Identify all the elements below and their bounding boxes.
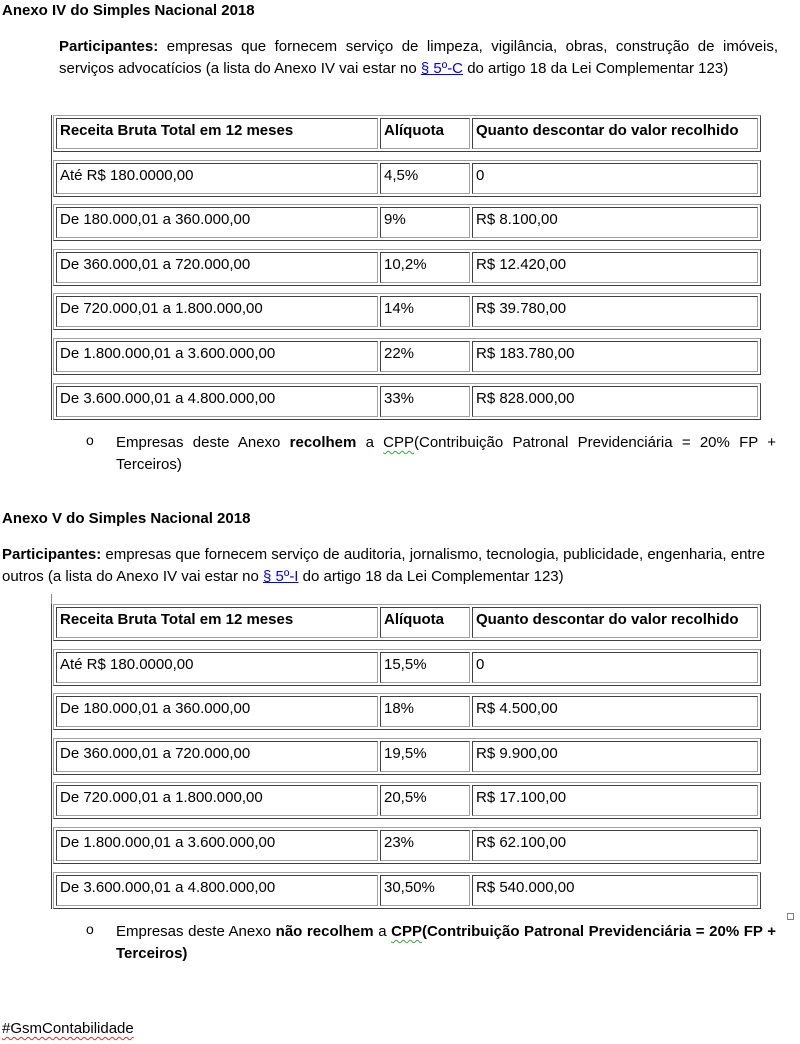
cell-revenue-range: De 1.800.000,01 a 3.600.000,00 xyxy=(56,830,378,861)
cell-deduction: R$ 62.100,00 xyxy=(472,830,758,861)
cell-deduction: R$ 4.500,00 xyxy=(472,696,758,727)
cell-rate: 19,5% xyxy=(380,741,470,772)
cell-revenue-range: Até R$ 180.0000,00 xyxy=(56,163,378,194)
column-header: Receita Bruta Total em 12 meses xyxy=(56,607,378,638)
cell-deduction: 0 xyxy=(472,163,758,194)
cell-rate: 23% xyxy=(380,830,470,861)
cell-revenue-range: De 720.000,01 a 1.800.000,00 xyxy=(56,785,378,816)
table-row xyxy=(53,249,761,286)
cell-revenue-range: De 360.000,01 a 720.000,00 xyxy=(56,252,378,283)
spellcheck-word: CPP xyxy=(391,923,422,940)
cell-deduction: R$ 9.900,00 xyxy=(472,741,758,772)
table-row xyxy=(53,383,761,420)
participants-text: empresas que fornecem serviço de auditoria, jornalismo, tecnologia, publicidade, engenharia, entre outros (a lista do Anexo IV vai estar no xyxy=(2,546,765,585)
note-text: Empresas deste Anexo recolhem a CPP(Contribuição Patronal Previdenciária = 20% FP + Terceiros) xyxy=(116,434,776,473)
cell-revenue-range: De 180.000,01 a 360.000,00 xyxy=(56,696,378,727)
table-row xyxy=(53,782,761,819)
cell-revenue-range: De 180.000,01 a 360.000,00 xyxy=(56,207,378,238)
cell-rate: 33% xyxy=(380,386,470,417)
cell-deduction: R$ 183.780,00 xyxy=(472,341,758,372)
table-row xyxy=(53,872,761,909)
cell-revenue-range: De 720.000,01 a 1.800.000,00 xyxy=(56,296,378,327)
table-row xyxy=(53,738,761,775)
cell-revenue-range: De 3.600.000,01 a 4.800.000,00 xyxy=(56,386,378,417)
cell-rate: 30,50% xyxy=(380,875,470,906)
bullet-icon: o xyxy=(86,921,94,937)
participants-text: empresas que fornecem serviço de limpeza, vigilância, obras, construção de imóveis, serviços advocatícios (a lista do Anexo IV vai estar no xyxy=(59,38,778,77)
bullet-icon: o xyxy=(86,432,94,448)
column-header: Alíquota xyxy=(380,607,470,638)
cell-rate: 9% xyxy=(380,207,470,238)
legal-reference-link[interactable]: § 5º-I xyxy=(262,568,299,585)
cell-deduction: R$ 17.100,00 xyxy=(472,785,758,816)
legal-reference-link[interactable]: § 5º-C xyxy=(420,60,464,77)
cell-rate: 18% xyxy=(380,696,470,727)
participants-label: Participantes: xyxy=(59,38,159,55)
section-v-heading: Anexo V do Simples Nacional 2018 xyxy=(2,510,251,527)
cell-rate: 14% xyxy=(380,296,470,327)
table-row xyxy=(53,827,761,864)
note-text: Empresas deste Anexo não recolhem a CPP(Contribuição Patronal Previdenciária = 20% FP + Terceiros) xyxy=(116,923,776,962)
hashtag-text: #GsmContabilidade xyxy=(2,1020,134,1037)
cell-revenue-range: De 1.800.000,01 a 3.600.000,00 xyxy=(56,341,378,372)
table-header-row xyxy=(53,604,761,641)
column-header: Quanto descontar do valor recolhido xyxy=(472,118,758,149)
table-frame-edge xyxy=(51,115,52,420)
cell-deduction: R$ 828.000,00 xyxy=(472,386,758,417)
cell-revenue-range: De 3.600.000,01 a 4.800.000,00 xyxy=(56,875,378,906)
table-frame-edge xyxy=(51,604,52,909)
cell-deduction: R$ 39.780,00 xyxy=(472,296,758,327)
participants-label: Participantes: xyxy=(2,546,102,563)
table-row xyxy=(53,649,761,686)
participants-text-end: do artigo 18 da Lei Complementar 123) xyxy=(463,60,729,77)
table-row xyxy=(53,338,761,375)
cell-deduction: 0 xyxy=(472,652,758,683)
cell-rate: 22% xyxy=(380,341,470,372)
cell-revenue-range: De 360.000,01 a 720.000,00 xyxy=(56,741,378,772)
cell-deduction: R$ 540.000,00 xyxy=(472,875,758,906)
table-header-row xyxy=(53,115,761,152)
table-row xyxy=(53,204,761,241)
cell-revenue-range: Até R$ 180.0000,00 xyxy=(56,652,378,683)
column-header: Receita Bruta Total em 12 meses xyxy=(56,118,378,149)
column-header: Alíquota xyxy=(380,118,470,149)
table-row xyxy=(53,293,761,330)
table-row xyxy=(53,693,761,730)
section-iv-heading: Anexo IV do Simples Nacional 2018 xyxy=(2,2,255,19)
cell-deduction: R$ 8.100,00 xyxy=(472,207,758,238)
section-v-participants xyxy=(2,544,787,588)
cell-rate: 10,2% xyxy=(380,252,470,283)
cell-deduction: R$ 12.420,00 xyxy=(472,252,758,283)
table-row xyxy=(53,160,761,197)
cell-rate: 15,5% xyxy=(380,652,470,683)
cell-rate: 20,5% xyxy=(380,785,470,816)
hashtag-footer xyxy=(2,1020,134,1037)
section-iv-participants xyxy=(59,36,778,80)
table-resize-handle[interactable] xyxy=(787,913,794,920)
spellcheck-word: CPP xyxy=(383,434,415,451)
column-header: Quanto descontar do valor recolhido xyxy=(472,607,758,638)
cell-rate: 4,5% xyxy=(380,163,470,194)
participants-text-end: do artigo 18 da Lei Complementar 123) xyxy=(298,568,564,585)
